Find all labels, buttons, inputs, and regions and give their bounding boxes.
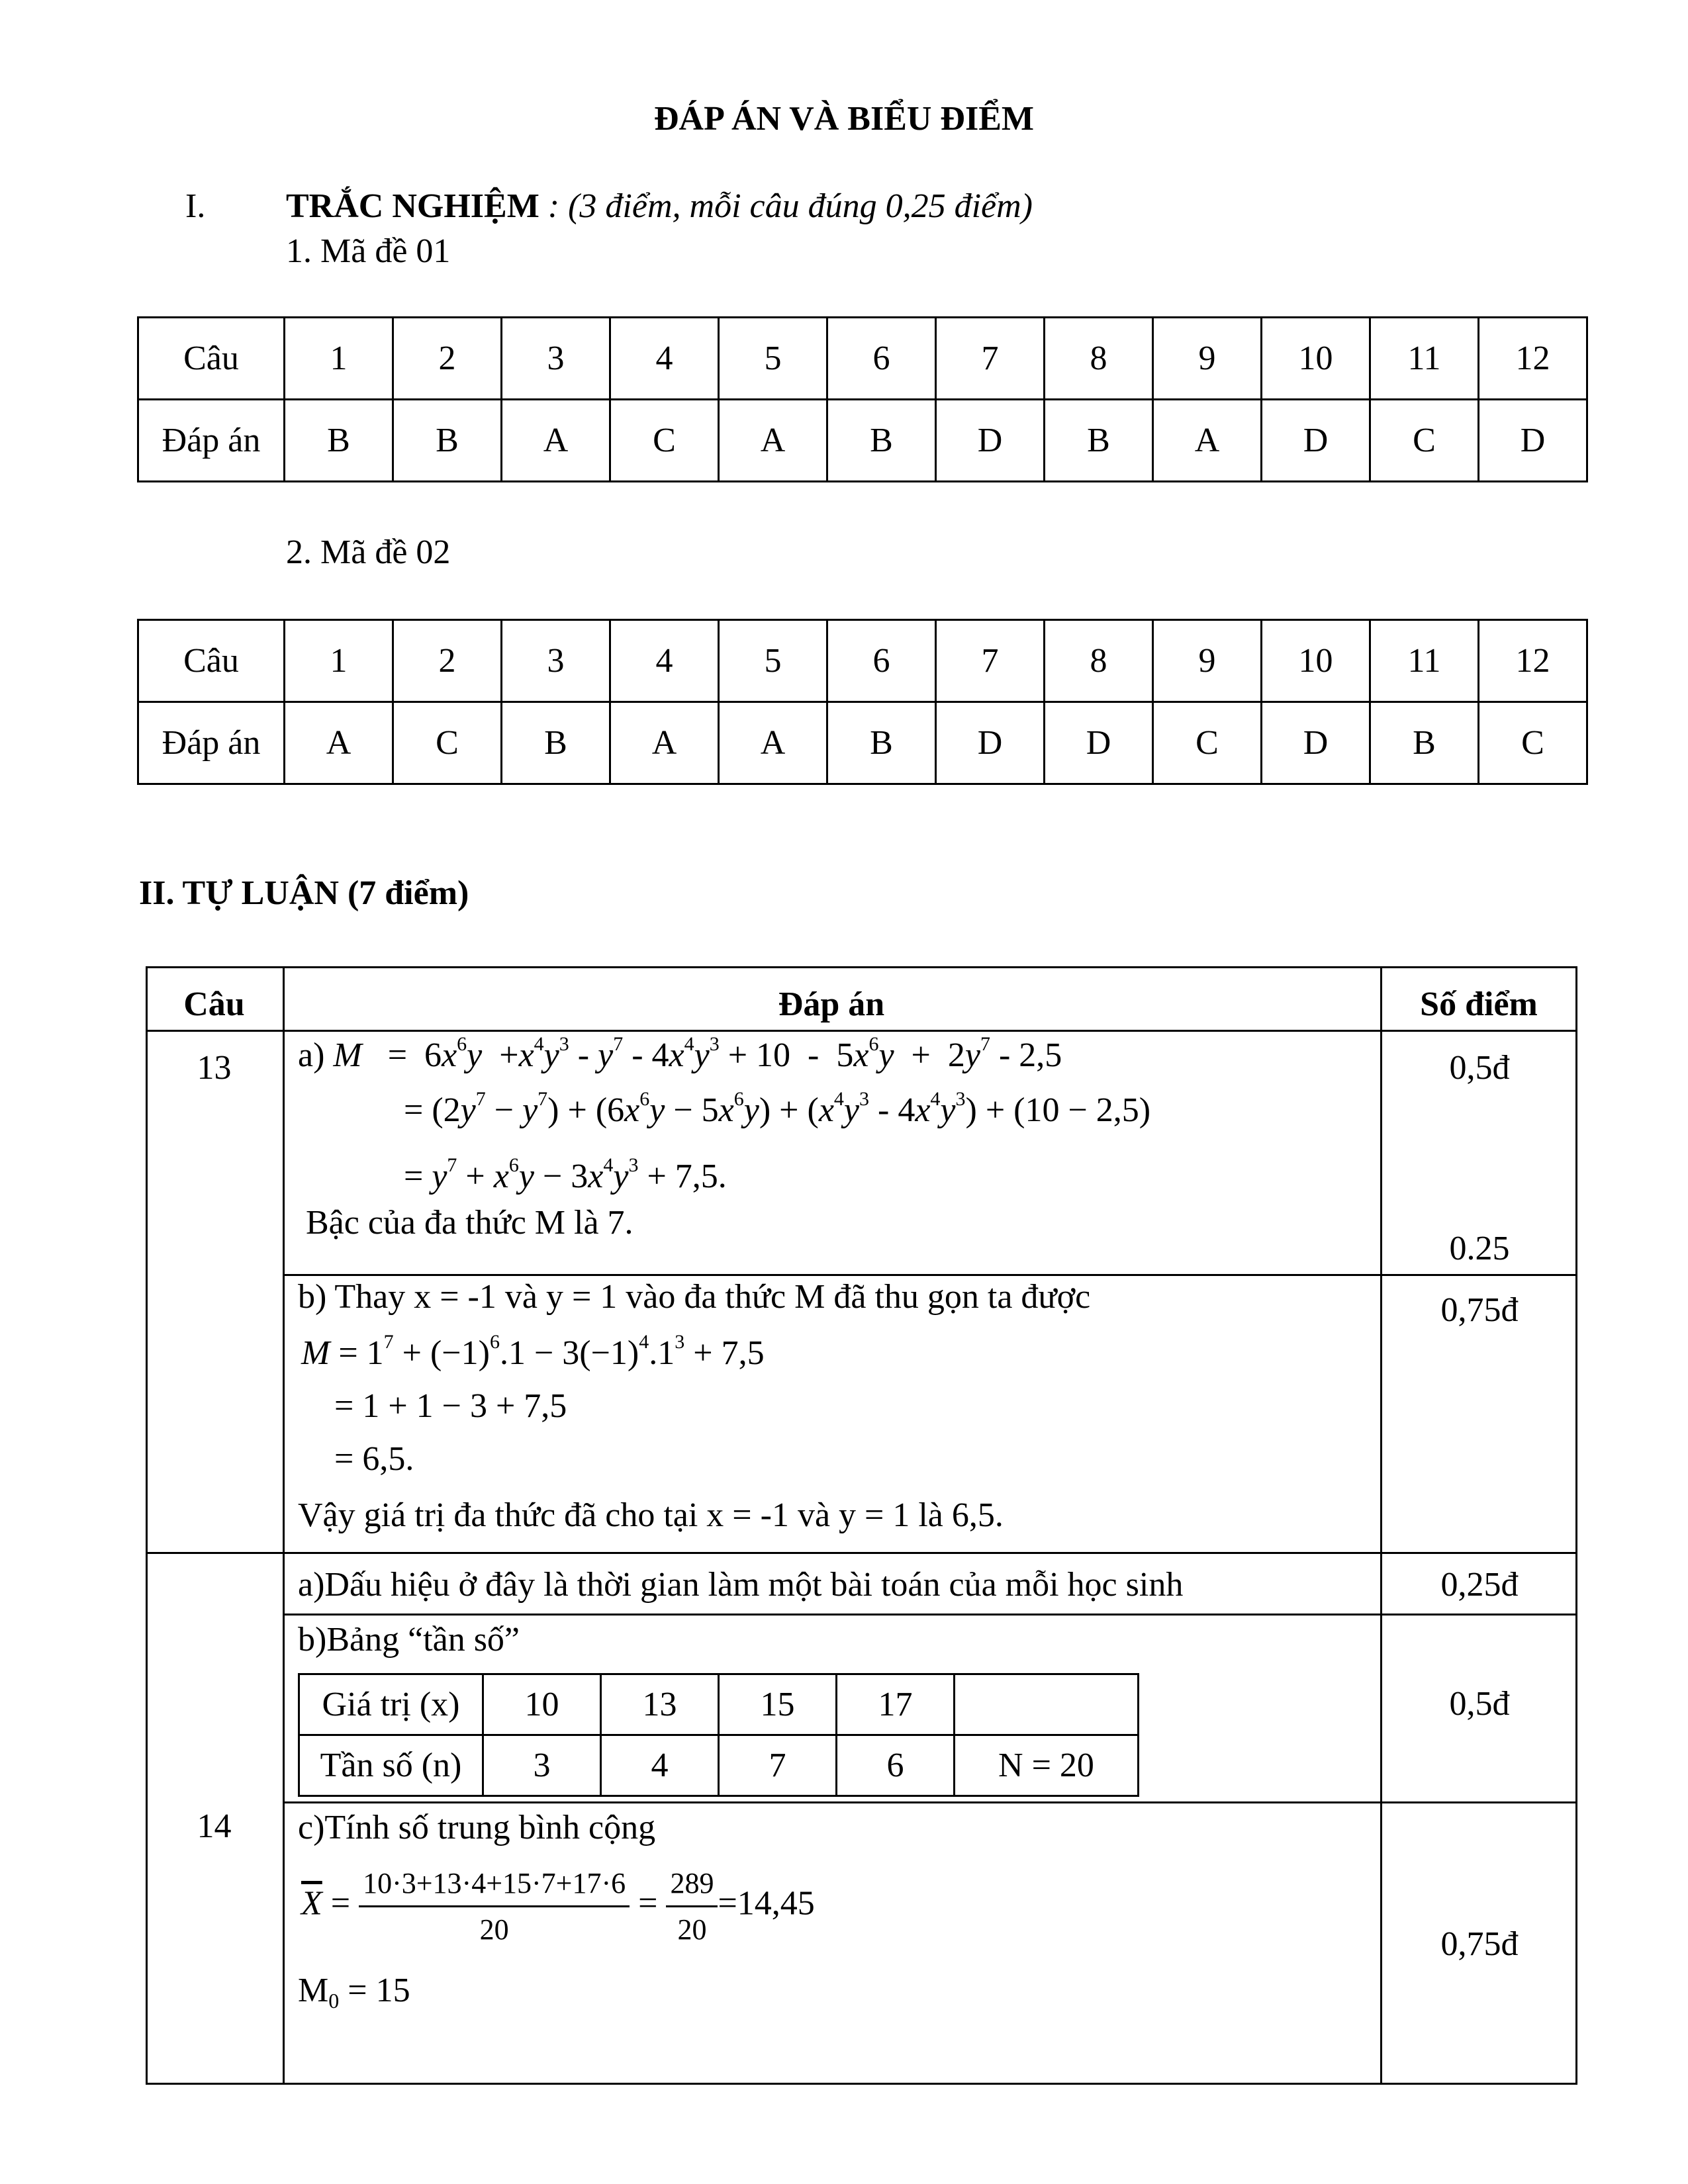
- section1-heading-line: [286, 187, 1033, 226]
- answer-cell: C: [1370, 400, 1479, 482]
- question-cell: 9: [1153, 620, 1262, 702]
- row-divider: [283, 1801, 1577, 1803]
- column-divider: [283, 966, 285, 2085]
- q14c-mode: $M_0 = 15$: [298, 1972, 410, 2013]
- answer-cell: B: [1370, 702, 1479, 784]
- fraction-1-denominator: 20: [479, 1913, 509, 1946]
- answer-cell: A: [610, 702, 719, 784]
- question-cell: 4: [610, 620, 719, 702]
- section1-heading: TRẮC NGHIỆM: [286, 187, 539, 225]
- freq-count-cell: 6: [837, 1735, 955, 1796]
- table-row: [138, 318, 1587, 400]
- q14a-points: 0,25đ: [1440, 1566, 1519, 1604]
- question-cell: 7: [936, 620, 1045, 702]
- question-cell: 12: [1479, 318, 1587, 400]
- answer-cell: C: [393, 702, 502, 784]
- q14b-text: b)Bảng “tần số”: [298, 1621, 520, 1659]
- row-divider: [146, 1552, 1577, 1554]
- fraction-2-denominator: 20: [677, 1913, 707, 1946]
- answer-table-code1: [137, 316, 1588, 482]
- question-13-number: 13: [197, 1049, 232, 1087]
- question-cell: 4: [610, 318, 719, 400]
- section2-heading: II. TỰ LUẬN (7 điểm): [139, 874, 469, 912]
- q14c-mean-formula: $\overline{X}$ = $\frac{10\cdot 3+13\cdot 4+15\cdot 7+17\cdot 6}{20}$ = $\frac{289}{20}$ =14,45: [301, 1867, 815, 1946]
- fraction-2: [666, 1866, 718, 1946]
- question-14-number: 14: [197, 1807, 232, 1845]
- mean-symbol: $\overline{X}$: [301, 1884, 322, 1923]
- q13b-calc-line3: = 6,5.: [334, 1440, 414, 1478]
- answer-cell: A: [1153, 400, 1262, 482]
- freq-value-cell: 17: [837, 1674, 955, 1735]
- row-header: Câu: [138, 318, 285, 400]
- question-cell: 6: [827, 620, 936, 702]
- mode-value: = 15: [339, 1972, 410, 2009]
- q13b-calc-line1: $M = 1^7 + (-1)^6.1 - 3(-1)^4.1^3 + 7,5$: [301, 1331, 765, 1372]
- row-header: Câu: [138, 620, 285, 702]
- answer-cell: D: [1045, 702, 1153, 784]
- table-row: [138, 702, 1587, 784]
- question-cell: 1: [285, 318, 393, 400]
- question-cell: 8: [1045, 318, 1153, 400]
- question-cell: 9: [1153, 318, 1262, 400]
- answer-cell: C: [1153, 702, 1262, 784]
- question-cell: 12: [1479, 620, 1587, 702]
- q14b-points: 0,5đ: [1449, 1685, 1510, 1723]
- question-cell: 7: [936, 318, 1045, 400]
- q13a-expression-line3: = $y^7 + x^6y - 3x^4y^3 + 7,5$.: [404, 1154, 727, 1195]
- question-cell: 10: [1262, 620, 1370, 702]
- q13b-intro: b) Thay x = -1 và y = 1 vào đa thức M đã thu gọn ta được: [298, 1278, 1091, 1316]
- answer-cell: B: [1045, 400, 1153, 482]
- question-cell: 2: [393, 318, 502, 400]
- answer-header: Đáp án: [138, 400, 285, 482]
- answer-cell: D: [936, 400, 1045, 482]
- header-question: Câu: [183, 985, 245, 1023]
- answer-cell: D: [1262, 702, 1370, 784]
- row-divider: [283, 1274, 1577, 1276]
- q13a-label: a): [298, 1036, 325, 1074]
- q13a-degree: Bậc của đa thức M là 7.: [306, 1204, 633, 1242]
- answer-cell: D: [1479, 400, 1587, 482]
- freq-value-label: Giá trị (x): [299, 1674, 483, 1735]
- row-divider: [283, 1614, 1577, 1615]
- freq-value-cell: 10: [483, 1674, 601, 1735]
- section1-numeral: I.: [185, 187, 206, 225]
- answer-cell: B: [502, 702, 610, 784]
- header-points: Số điểm: [1420, 985, 1538, 1023]
- question-cell: 11: [1370, 620, 1479, 702]
- answer-header: Đáp án: [138, 702, 285, 784]
- row-divider: [146, 1030, 1577, 1032]
- answer-cell: B: [393, 400, 502, 482]
- freq-count-cell: 7: [719, 1735, 837, 1796]
- q13b-calc-line2: = 1 + 1 − 3 + 7,5: [334, 1387, 567, 1425]
- fraction-1: [359, 1866, 630, 1946]
- q13a-expression-line1: a) $M = 6x^6y +x^4y^3 - y^7 - 4x^4y^3 + 10 - 5x^6y + 2y^7 - 2,5$: [298, 1033, 1062, 1074]
- q13a-expression-line2: = $(2y^7 - y^7) + (6x^6y - 5x^6y) + (x^4y^3 - 4x^4y^3) + (10 - 2,5)$: [404, 1088, 1151, 1129]
- answer-cell: A: [502, 400, 610, 482]
- frequency-table: [298, 1673, 1139, 1797]
- q13a-points: 0,5đ: [1449, 1049, 1510, 1087]
- answer-cell: C: [610, 400, 719, 482]
- q14c-text: c)Tính số trung bình cộng: [298, 1809, 656, 1846]
- question-cell: 11: [1370, 318, 1479, 400]
- freq-value-cell: [955, 1674, 1139, 1735]
- table-row: [299, 1674, 1139, 1735]
- answer-cell: C: [1479, 702, 1587, 784]
- table-row: [299, 1735, 1139, 1796]
- q13b-points: 0,75đ: [1440, 1291, 1519, 1329]
- answer-cell: A: [719, 702, 827, 784]
- answer-cell: D: [936, 702, 1045, 784]
- answer-cell: A: [285, 702, 393, 784]
- freq-value-cell: 15: [719, 1674, 837, 1735]
- freq-count-label: Tần số (n): [299, 1735, 483, 1796]
- q14c-points: 0,75đ: [1440, 1925, 1519, 1963]
- table-row: [138, 620, 1587, 702]
- answer-cell: A: [719, 400, 827, 482]
- fraction-2-numerator: 289: [666, 1866, 718, 1907]
- freq-count-cell: N = 20: [955, 1735, 1139, 1796]
- code1-label: 1. Mã đề 01: [286, 232, 451, 270]
- answer-cell: B: [285, 400, 393, 482]
- question-cell: 5: [719, 318, 827, 400]
- mean-result: =14,45: [718, 1884, 815, 1923]
- q13b-conclusion: Vậy giá trị đa thức đã cho tại x = -1 và y = 1 là 6,5.: [298, 1496, 1004, 1534]
- question-cell: 8: [1045, 620, 1153, 702]
- q14a-text: a)Dấu hiệu ở đây là thời gian làm một bài toán của mỗi học sinh: [298, 1566, 1184, 1604]
- fraction-1-numerator: 10·3+13·4+15·7+17·6: [359, 1866, 630, 1907]
- answer-cell: D: [1262, 400, 1370, 482]
- column-divider: [1380, 966, 1382, 2085]
- table-row: [138, 400, 1587, 482]
- code2-label: 2. Mã đề 02: [286, 533, 451, 571]
- answer-table-code2: [137, 619, 1588, 785]
- section1-note: : (3 điểm, mỗi câu đúng 0,25 điểm): [539, 187, 1033, 225]
- question-cell: 6: [827, 318, 936, 400]
- question-cell: 10: [1262, 318, 1370, 400]
- answer-cell: B: [827, 702, 936, 784]
- page-title: ĐÁP ÁN VÀ BIỂU ĐIỂM: [654, 100, 1034, 138]
- freq-count-cell: 3: [483, 1735, 601, 1796]
- question-cell: 2: [393, 620, 502, 702]
- freq-count-cell: 4: [601, 1735, 719, 1796]
- question-cell: 1: [285, 620, 393, 702]
- q13a-points-degree: 0.25: [1449, 1230, 1510, 1267]
- freq-value-cell: 13: [601, 1674, 719, 1735]
- question-cell: 3: [502, 318, 610, 400]
- question-cell: 5: [719, 620, 827, 702]
- answer-cell: B: [827, 400, 936, 482]
- header-answer: Đáp án: [778, 985, 885, 1023]
- question-cell: 3: [502, 620, 610, 702]
